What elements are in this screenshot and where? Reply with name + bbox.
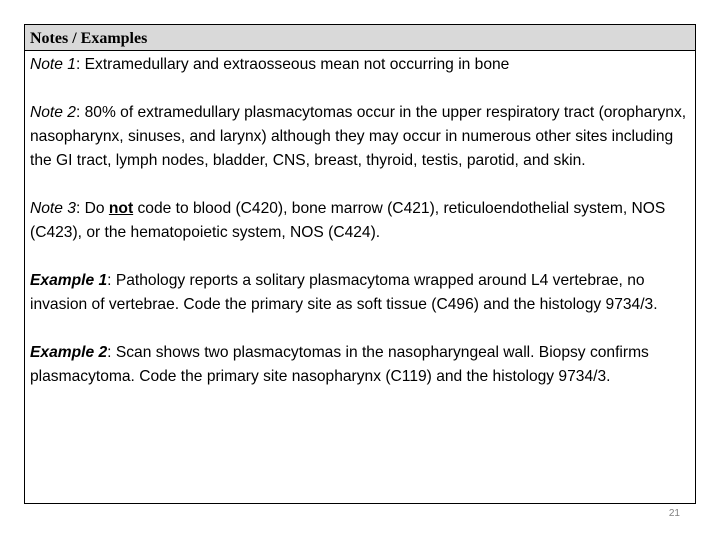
- table-content: [25, 51, 695, 389]
- note-3-label: Note 3: [30, 200, 76, 217]
- note-1-label: Note 1: [30, 56, 76, 73]
- note-1: [30, 53, 687, 77]
- note-3-emphasis: not: [108, 200, 134, 217]
- example-2-label: Example 2: [30, 344, 108, 361]
- example-1-label: Example 1: [30, 272, 108, 289]
- note-1-text: : Extramedullary and extraosseous mean not occurring in bone: [75, 56, 510, 73]
- example-2: [30, 341, 687, 389]
- note-2-text: : 80% of extramedullary plasmacytomas occur in the upper respiratory tract (oropharynx, nasopharynx, sinuses, and larynx) although they may occur in numerous other sites including the GI tract, lymph nodes, bladder, CNS, breast, thyroid, testis, parotid, and skin.: [30, 104, 687, 169]
- page-number: 21: [668, 508, 680, 519]
- example-1-text: : Pathology reports a solitary plasmacytoma wrapped around L4 vertebrae, no invasion of vertebrae. Code the primary site as soft tissue (C496) and the histology 9734/3.: [30, 272, 658, 313]
- note-2-label: Note 2: [30, 104, 76, 121]
- example-1: [30, 269, 687, 317]
- header-title: Notes / Examples: [30, 30, 148, 47]
- example-2-text: : Scan shows two plasmacytomas in the nasopharyngeal wall. Biopsy confirms plasmacytoma. Code the primary site nasopharynx (C119) and the histology 9734/3.: [30, 344, 649, 385]
- note-3-text-after: code to blood (C420), bone marrow (C421), reticuloendothelial system, NOS (C423), or the hematopoietic system, NOS (C424).: [30, 200, 666, 241]
- note-2: [30, 101, 687, 173]
- note-3: [30, 197, 687, 245]
- note-3-text-before: : Do: [75, 200, 109, 217]
- table-header: [25, 25, 695, 51]
- notes-examples-table: [24, 24, 696, 504]
